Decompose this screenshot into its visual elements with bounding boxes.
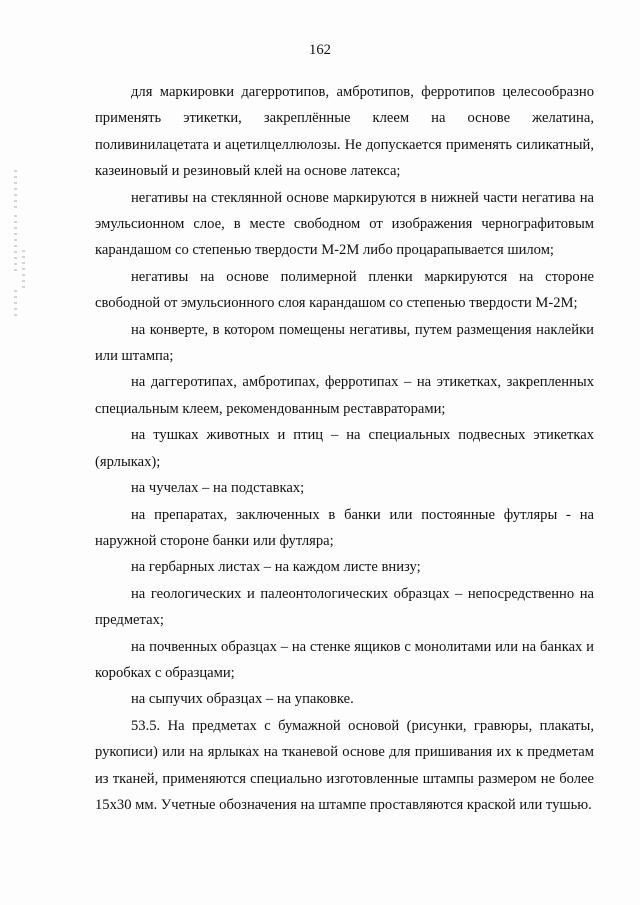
paragraph: на сыпучих образцах – на упаковке. xyxy=(131,691,354,708)
paragraph: для маркировки дагерротипов, амбротипов, ферротипов целесообразно применять этикетки, закреплённые клеем на основе желатина, поливинилацетата и ацетилцеллюлозы. Не допускается применять силикатный, казеиновый и резиновый клей на основе латекса; xyxy=(95,84,594,180)
scan-artifact xyxy=(14,215,17,275)
scan-artifact xyxy=(22,250,25,290)
document-body xyxy=(95,79,594,818)
paragraph: 53.5. На предметах с бумажной основой (рисунки, гравюры, плакаты, рукописи) или на ярлыках на тканевой основе для пришивания их к предметам из тканей, применяются специально изготовленные штампы размером не более 15х30 мм. Учетные обозначения на штампе проставляются краской или тушью. xyxy=(95,717,594,813)
paragraph: на конверте, в котором помещены негативы, путем размещения наклейки или штампа; xyxy=(95,321,594,365)
paragraph: на почвенных образцах – на стенке ящиков с монолитами или на банках и коробках с образцами; xyxy=(95,638,594,681)
paragraph: негативы на основе полимерной пленки маркируются на стороне свободной от эмульсионного слоя карандашом со степенью твердости М-2М; xyxy=(95,268,594,312)
scan-artifact xyxy=(14,290,17,320)
paragraph: на чучелах – на подставках; xyxy=(131,480,305,497)
paragraph: на даггеротипах, амбротипах, ферротипах – на этикетках, закрепленных специальным клеем, рекомендованным реставраторами; xyxy=(95,374,594,417)
paragraph: на препаратах, заключенных в банки или постоянные футляры - на наружной стороне банки или футляра; xyxy=(95,506,594,549)
paragraph: на гербарных листах – на каждом листе внизу; xyxy=(131,559,421,576)
paragraph: на тушках животных и птиц – на специальных подвесных этикетках (ярлыках); xyxy=(95,427,594,470)
scan-artifact xyxy=(14,170,17,210)
page-number: 162 xyxy=(309,42,331,58)
paragraph: негативы на стеклянной основе маркируются в нижней части негатива на эмульсионном слое, в месте свободном от изображения чернографитовым карандашом со степенью твердости М-2М либо процарапывается шилом; xyxy=(95,189,594,259)
paragraph: на геологических и палеонтологических образцах – непосредственно на предметах; xyxy=(95,585,594,629)
